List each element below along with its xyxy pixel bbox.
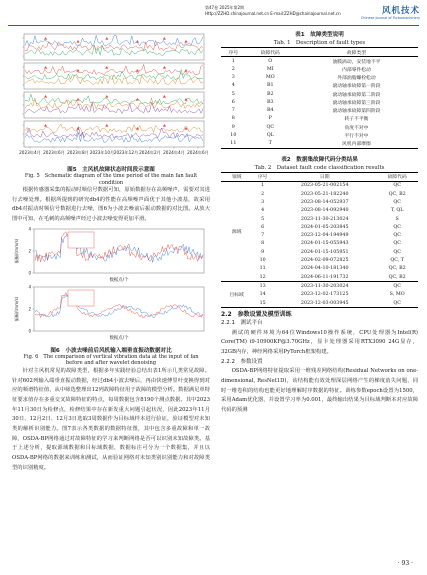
figure6-x-axis-label: 数据点/个	[109, 277, 129, 283]
table1-cell-type: 内部零件松动	[342, 67, 371, 73]
table2-cell-index: 8	[261, 241, 265, 247]
table2-cell-code: QC, B2	[388, 191, 406, 197]
table2-cell-index: 3	[261, 199, 265, 205]
table2-cell-code: QC	[393, 233, 401, 239]
table2-cell-index: 7	[261, 233, 265, 239]
table2-cell-index: 6	[261, 224, 265, 230]
figure5-series-line	[25, 75, 203, 84]
table1-cell-index: 1	[231, 58, 235, 64]
table2-cell-code: S, MO	[389, 292, 405, 298]
table1-cell-index: 2	[231, 66, 235, 72]
table2-cell-index: 5	[261, 216, 265, 222]
table2-cell-code: QC	[393, 183, 401, 189]
table1-cell-type: 油膜涡动，安装地不平	[332, 59, 381, 65]
table2-cell-index: 9	[261, 249, 265, 255]
figure5-x-tick-label: 2024年2月	[139, 150, 161, 155]
subsection-heading-param: 2.2.2 参数设置	[221, 358, 263, 365]
url-line: Http://ZZHD.chinajournal.net.cn E-mail:ZZHD@chainajournal.net.cn	[205, 10, 341, 16]
left-column	[12, 30, 210, 474]
table1-cell-type: 风机内部摩擦	[342, 142, 371, 148]
figure6-zoom-inset	[68, 232, 94, 248]
body-paragraph: 根据传感器采集的振动时频信号数据可知，原始数据存在高频噪声，需要对其进行去噪处理。根据所提到的研究db4的性能在高频噪声面优于其他小波基，故采用db4对振动时频信号数据进行去噪，图6为小波去噪前后振动数据的对比图。从放大图中可知，在毛刺的高频噪声经过小波去噪变得更加平滑。	[12, 187, 210, 223]
figure5-x-tick-label: 2023年12月	[113, 150, 139, 155]
table2-cell-date: 2023-11-30-203024	[273, 282, 376, 291]
figure5-fault-marker	[163, 95, 166, 98]
table1-row	[221, 140, 418, 149]
table1-row	[221, 131, 418, 139]
figure5-x-tick-label: 2023年4月	[19, 150, 41, 155]
table2	[221, 172, 418, 308]
table1-header-code: 故障代码	[246, 48, 295, 57]
header-info	[205, 5, 341, 16]
figure5-x-tick-label: 2023年10月	[89, 150, 115, 155]
table2-cell-code: QC, B2	[388, 274, 406, 280]
figure5-panel-frame	[24, 34, 204, 60]
table2-cell-date: 2023-11-30-213024	[300, 216, 349, 222]
page-number: · 93 ·	[397, 560, 413, 567]
figure6-y-axis-label: 振幅/(mm/s)	[14, 296, 19, 322]
table2-cell-code: QC	[376, 282, 418, 291]
figure5-series-line	[25, 103, 203, 114]
table1	[221, 47, 418, 149]
figure5-series-line	[25, 45, 203, 55]
table1-row	[221, 107, 418, 115]
table2-cell-index: 1	[261, 183, 265, 189]
figure6-y-tick-label: 0	[28, 270, 31, 276]
figure5-fault-marker	[44, 95, 47, 98]
table1-cell-index: 11	[230, 141, 237, 147]
table1-cell-type: 滚动轴承故障第二阶段	[332, 92, 381, 98]
table1-row	[221, 82, 418, 90]
table2-cell-date: 2024-02-09-072825	[300, 258, 349, 264]
table1-cell-code: B4	[266, 108, 274, 114]
table2-cell-date: 2024-01-15-055943	[300, 241, 349, 247]
figure6-y-tick-label: 4	[28, 226, 31, 232]
table1-cell-type: 滚动轴承故障第四阶段	[332, 109, 381, 115]
table2-title-cn: 表2 数据集故障代码分类结果	[281, 156, 358, 163]
table1-cell-code: MI	[266, 66, 274, 72]
table1-cell-code: B1	[266, 83, 274, 89]
figure5-caption-cn: 图5 主风机故障状态时间段示意图	[67, 167, 155, 173]
table2-cell-index: 10	[259, 258, 266, 264]
table2-row	[221, 181, 418, 190]
table1-cell-code: P	[268, 116, 272, 122]
table2-cell-code: QC	[393, 241, 401, 247]
table2-cell-index: 12	[259, 274, 266, 280]
table1-row	[221, 90, 418, 98]
table2-cell-code: S	[395, 216, 399, 222]
figure5-series-line	[25, 124, 203, 133]
figure5-fault-marker	[76, 98, 79, 101]
table1-cell-type: 外部油脂螺栓松动	[337, 76, 376, 82]
section-heading: 2.2 参数设置及模型训练	[221, 311, 292, 319]
table1-title-cn: 表1 故障类型说明	[295, 32, 344, 38]
logo-cn: 风机技术	[381, 6, 420, 16]
figure5-fault-marker	[163, 124, 166, 127]
table2-domain-label: 目标域	[221, 282, 252, 308]
journal-logo	[361, 4, 420, 20]
figure6-caption-cn: 图6 小波去噪前后风机输入端垂直振动数据对比	[50, 347, 172, 354]
figure5-x-tick-label: 2023年8月	[67, 150, 89, 155]
table1-cell-type: 角度不对中	[344, 125, 369, 131]
table1-row	[221, 123, 418, 131]
table2-cell-date: 2023-12-03-003945	[300, 300, 349, 306]
figure6-y-axis-label: 振幅/(mm/s)	[14, 238, 19, 264]
figure5-fault-marker	[163, 37, 166, 40]
table1-row	[221, 65, 418, 73]
table1-row	[221, 115, 418, 123]
table1-header-row	[221, 48, 418, 57]
table2-cell-date: 2023-05-21-002154	[300, 183, 349, 189]
table2-header-code: 故障代码	[376, 172, 418, 181]
figure5-fault-marker	[44, 124, 47, 127]
table1-cell-code: QC	[266, 124, 275, 130]
figure5-fault-marker	[105, 66, 108, 69]
figure5-fault-marker	[163, 66, 166, 69]
table1-row	[221, 57, 418, 66]
table1-cell-code: B3	[266, 99, 274, 105]
table2-cell-date: 2023-05-21-182240	[300, 191, 349, 197]
figure6-y-tick-label: 4	[28, 284, 31, 290]
table1-cell-index: 10	[230, 132, 237, 138]
table1-cell-type: 平行不对中	[344, 133, 369, 139]
figure5-fault-marker	[105, 37, 108, 40]
figure5-fault-marker	[136, 98, 139, 101]
figure6-y-tick-label: 0	[28, 328, 31, 334]
header-rule	[8, 25, 419, 26]
table1-title-en: Tab. 1 Description of fault types	[273, 40, 366, 46]
table1-cell-index: 3	[231, 75, 235, 81]
param-paragraph: OSDA-BP网络特征提取采用一维残差网络结构(Residual Networks on one-dimensional, ResNet1D)，该结构能有效处理深层网络产生的梯度消失问题，同时一维卷积的结构也能更好地理解时序数据的特征。训练参数epoch设置为1500，采用Adam优化器，并设置学习率为0.001，最终输出结果为目标域判断本对应故障代码的预测	[221, 368, 418, 414]
figure5-fault-marker	[184, 40, 187, 43]
figure6-x-axis-label: 数据点/个	[109, 335, 129, 341]
table2-header-index: 序号	[252, 172, 273, 181]
table1-cell-code: O	[268, 58, 273, 64]
table1-cell-code: B2	[266, 91, 274, 97]
table1-cell-index: 7	[231, 108, 235, 114]
table1-cell-index: 6	[231, 99, 235, 105]
table1-header-type: 故障类型	[295, 48, 418, 57]
table1-cell-type: 转子不平衡	[344, 117, 369, 123]
table2-cell-index: 13	[252, 282, 273, 291]
table1-cell-index: 8	[231, 116, 235, 122]
figure6-caption-en: Fig. 6 The comparison of vertical vibration data at the input of fan before and after wavelet denoising	[23, 353, 199, 367]
figure5-caption-en: Fig. 5 Schematic diagram of the time period of the main fan fault condition	[24, 173, 198, 186]
figure5-x-tick-label: 2023年6月	[43, 150, 65, 155]
env-paragraph: 测试的硬件环境为64位Windows10操作系统，CPU处理器为Intel(R) Core(TM) i9-10900KF@3.70GHz，显卡处理器采用RTX3090 24G显存，32GB内存，神经网络采用PyTorch框架构建。	[221, 329, 418, 356]
figure5-panel-frame	[24, 63, 204, 89]
table1-cell-index: 4	[231, 83, 235, 89]
table2-cell-date: 2024-06-11-191732	[300, 274, 349, 280]
table2-header-date: 日期	[273, 172, 376, 181]
table2-cell-index: 2	[261, 191, 265, 197]
figure6-y-tick-label: 2	[28, 306, 31, 312]
figure6-y-tick-label: 2	[28, 248, 31, 254]
table2-cell-date: 2023-12-02-173125	[300, 292, 349, 298]
table1-cell-index: 5	[231, 91, 235, 97]
table1-cell-type: 滚动轴承故障第三阶段	[332, 100, 381, 106]
figure5-fault-marker	[136, 69, 139, 72]
figure6-series-line	[35, 293, 203, 318]
figure5-fault-marker	[184, 69, 187, 72]
table2-cell-index: 11	[259, 266, 266, 272]
table1-cell-type: 滚动轴承故障第一阶段	[332, 84, 381, 90]
table1-row	[221, 74, 418, 82]
figure5-panel-frame	[24, 92, 204, 118]
table2-cell-code: QC	[393, 199, 401, 205]
table1-row	[221, 98, 418, 106]
figure5-chart	[12, 30, 210, 164]
figure5-fault-marker	[44, 66, 47, 69]
issue-line: 第47卷 2025年第2期	[205, 5, 245, 10]
figure5-series-line	[25, 35, 203, 46]
table2-row	[221, 282, 418, 291]
table2-cell-code: QC, T	[390, 258, 404, 264]
table2-title-en: Tab. 2 Dataset fault code classification results	[254, 164, 385, 171]
table2-cell-index: 4	[261, 208, 265, 214]
figure6-zoom-inset	[68, 290, 94, 306]
table2-header-row	[221, 172, 418, 181]
table2-cell-code: QC	[393, 249, 401, 255]
table2-cell-code: T, QL	[390, 208, 404, 214]
figure5-x-tick-label: 2024年6月	[187, 150, 209, 155]
table2-cell-index: 14	[259, 292, 266, 298]
subsection-heading-env: 2.2.1 测试平台	[221, 320, 263, 327]
table2-cell-index: 15	[259, 300, 266, 306]
figure5-series-line	[25, 69, 203, 79]
figure5-fault-marker	[105, 124, 108, 127]
figure6-chart	[12, 225, 210, 345]
figure5-fault-marker	[136, 40, 139, 43]
table2-cell-date: 2023-12-04-194949	[300, 233, 349, 239]
figure6-series-line	[35, 233, 203, 263]
logo-en: Chinese Journal of Turbomachinery	[360, 16, 420, 20]
table1-cell-code: QL	[266, 132, 274, 138]
table2-domain-label: 源域	[231, 230, 242, 236]
table1-cell-code: T	[268, 141, 272, 147]
figure5-x-tick-label: 2024年4月	[163, 150, 185, 155]
table2-cell-date: 2023-08-14-052937	[300, 199, 349, 205]
table1-cell-index: 9	[231, 124, 235, 130]
table2-cell-date: 2023-08-14-092940	[300, 208, 349, 214]
body-paragraph: 针对主风机常见的故障类型，根据多年实践经验总结出表1所示几类常见故障。针对602列输入端垂直振动数据，经过db4小波去噪后，再由快速傅里叶变换得到对应的频谱特征值，从中筛选整理出12列故障特征用于故障的模型分析。数据满足单特征要求值存在多重交叉故障特征的特点，每周数据包含8190个测点数据。其中2023年11月30日为检修点，检修结果中存在新发重大问题引起状况，因此2023年11月30日、12月2日、12月3日选取3周数据作为目标域样本进行验证，验证模型对未知类的解析识别能力。图7表示各类数据的数据特征图，其中包含多重故障和单一故障，OSDA-BP网络通过对故障特征的学习来判断网络是否可以识别未知故障类。基于上述分析，提取源域数据和目标域数据，数据标注可分为一个数据集，并且以OSDA-BP网络的数据来训练和测试，从而验证网络对未知类别识别能力和对故障类型的识别精度。	[12, 367, 210, 471]
figure5-fault-marker	[105, 95, 108, 98]
table2-cell-code: QC, B2	[388, 266, 406, 272]
table1-cell-code: MO	[265, 75, 275, 81]
table2-cell-code: QC	[393, 300, 401, 306]
table2-cell-date: 2024-01-15-105951	[300, 249, 349, 255]
figure5-fault-marker	[44, 37, 47, 40]
table2-cell-date: 2024-01-05-203845	[300, 224, 349, 230]
right-column	[221, 30, 418, 416]
page-header	[205, 4, 420, 26]
figure6-series-line	[35, 292, 203, 317]
table1-header-index: 序号	[221, 48, 246, 57]
table2-header-domain: 领域	[221, 172, 252, 181]
figure5-fault-marker	[76, 40, 79, 43]
table2-cell-code: QC	[393, 224, 401, 230]
table2-cell-date: 2024-04-10-181340	[300, 266, 349, 272]
figure5-series-line	[25, 64, 203, 75]
